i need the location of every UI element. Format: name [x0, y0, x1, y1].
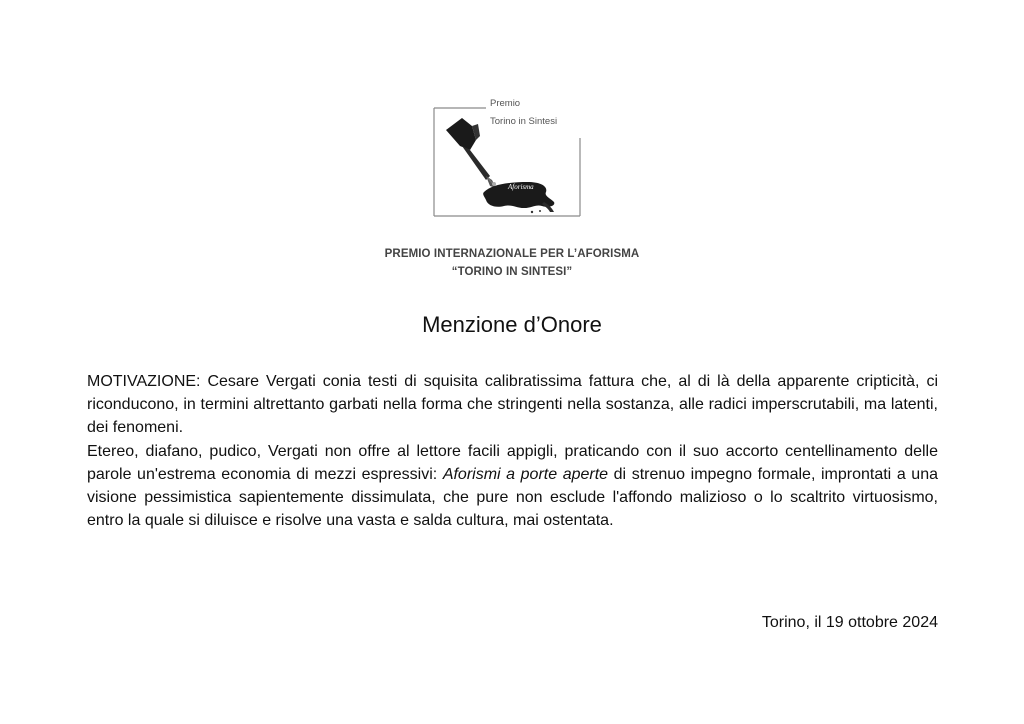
- logo-premio-text: Premio: [490, 98, 521, 109]
- logo-torino-text: Torino in Sintesi: [490, 116, 558, 127]
- paragraph-2-end: di strenuo impegno formale, improntati a una visione pessimistica sapientemente dissimulata, che pure non esclude l'affondo malizioso o lo scaltrito virtuosismo, entro la quale si diluisce e risolve una vasta e salda cultura, mai ostentata.: [87, 465, 938, 530]
- prize-heading: PREMIO INTERNAZIONALE PER L’AFORISMA: [384, 248, 640, 260]
- paragraph-2-start: Etereo, diafano, pudico, Vergati non offre al lettore facili appigli, praticando con il suo accorto centellinamento delle parole un'estrema economia di mezzi espressivi:: [87, 442, 938, 483]
- motivation-paragraph-1: MOTIVAZIONE: Cesare Vergati conia testi di squisita calibratissima fattura che, al di là della apparente cripticità, ci riconducono, in termini altrettanto garbati nella forma che stringenti nella sostanza, alle radici imperscrutabili, ma latenti, dei fenomeni.: [87, 373, 938, 437]
- award-logo: [432, 96, 584, 220]
- place-date: Torino, il 19 ottobre 2024: [761, 614, 938, 631]
- logo-aforisma-text: Aforisma: [508, 183, 534, 191]
- motivation-text: [87, 370, 938, 532]
- logo-graphic: [432, 96, 584, 220]
- motivation-paragraph-2: [87, 440, 938, 533]
- book-title: Aforismi a porte aperte: [442, 465, 609, 483]
- page-title: Menzione d’Onore: [422, 312, 602, 337]
- prize-subheading: “TORINO IN SINTESI”: [451, 266, 573, 278]
